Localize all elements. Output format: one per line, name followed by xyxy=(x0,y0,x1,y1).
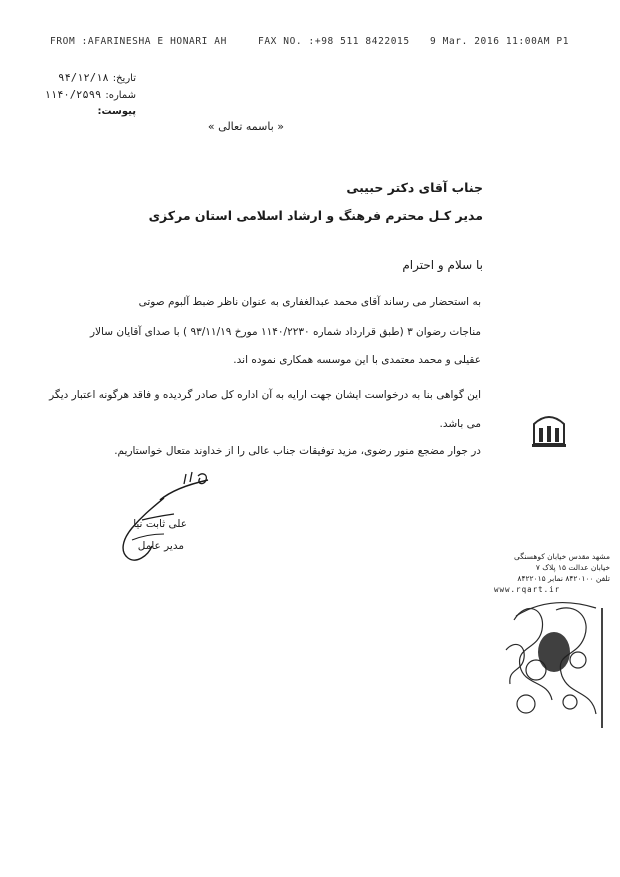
recipient-name: جناب آقای دکتر حبیبی xyxy=(346,180,483,195)
body-line: مناجات رضوان ۳ (طبق قرارداد شماره ۱۱۴۰/۲۲۳۰ مورخ ۹۳/۱۱/۱۹ ) با صدای آقایان سالار xyxy=(89,326,481,338)
letter-attachment-label: پیوست: xyxy=(97,106,136,117)
signatory-name: علی ثابت نیا xyxy=(133,518,187,530)
letter-number-row xyxy=(44,89,136,101)
body-line: عقیلی و محمد معتمدی با این موسسه همکاری نموده اند. xyxy=(233,354,481,366)
address-line: خیابان عدالت ۱۵ پلاک ۷ xyxy=(535,562,610,572)
basmala: « باسمه تعالی » xyxy=(207,120,284,133)
body-line: این گواهی بنا به درخواست ایشان جهت ارایه به آن اداره کل صادر گردیده و فاقد هرگونه اعتبار دیگر xyxy=(49,389,481,401)
body-line: می باشد. xyxy=(439,418,481,430)
fax-date: 9 Mar. 2016 11:00AM P1 xyxy=(430,36,570,47)
fax-number: FAX NO. :+98 511 8422015 xyxy=(258,36,410,47)
phone-line: تلفن ۸۴۲۰۱۰۰ نمابر ۸۴۲۲۰۱۵ xyxy=(517,573,610,583)
body-line: در جوار مضجع منور رضوی، مزید توفیقات جناب عالی را از خداوند متعال خواستاریم. xyxy=(114,445,481,457)
greeting: با سلام و احترام xyxy=(402,258,483,272)
address-line: مشهد مقدس خیابان کوهسنگی xyxy=(514,552,610,561)
letter-date-value: ۹۴/۱۲/۱۸ xyxy=(58,72,109,84)
letter-date-row xyxy=(58,72,136,84)
signatory-title: مدیر عامل xyxy=(137,540,184,552)
organization-logo xyxy=(528,408,570,448)
letter-date-label: تاریخ: xyxy=(112,73,136,84)
fax-sender: FROM :AFARINESHA E HONARI AH xyxy=(50,36,227,47)
website-text: www.rqart.ir xyxy=(494,584,561,594)
body-line: به استحضار می رساند آقای محمد عبدالغفاری به عنوان ناظر ضبط آلبوم صوتی xyxy=(138,296,481,308)
letter-number-value: ۱۱۴۰/۲۵۹۹ xyxy=(44,89,102,101)
letter-number-label: شماره: xyxy=(105,90,136,101)
ornamental-border xyxy=(496,490,606,730)
recipient-title: مدیر کـل محترم فرهنگ و ارشاد اسلامی استان مرکزی xyxy=(148,208,483,223)
letter-attachment-row xyxy=(97,106,136,117)
